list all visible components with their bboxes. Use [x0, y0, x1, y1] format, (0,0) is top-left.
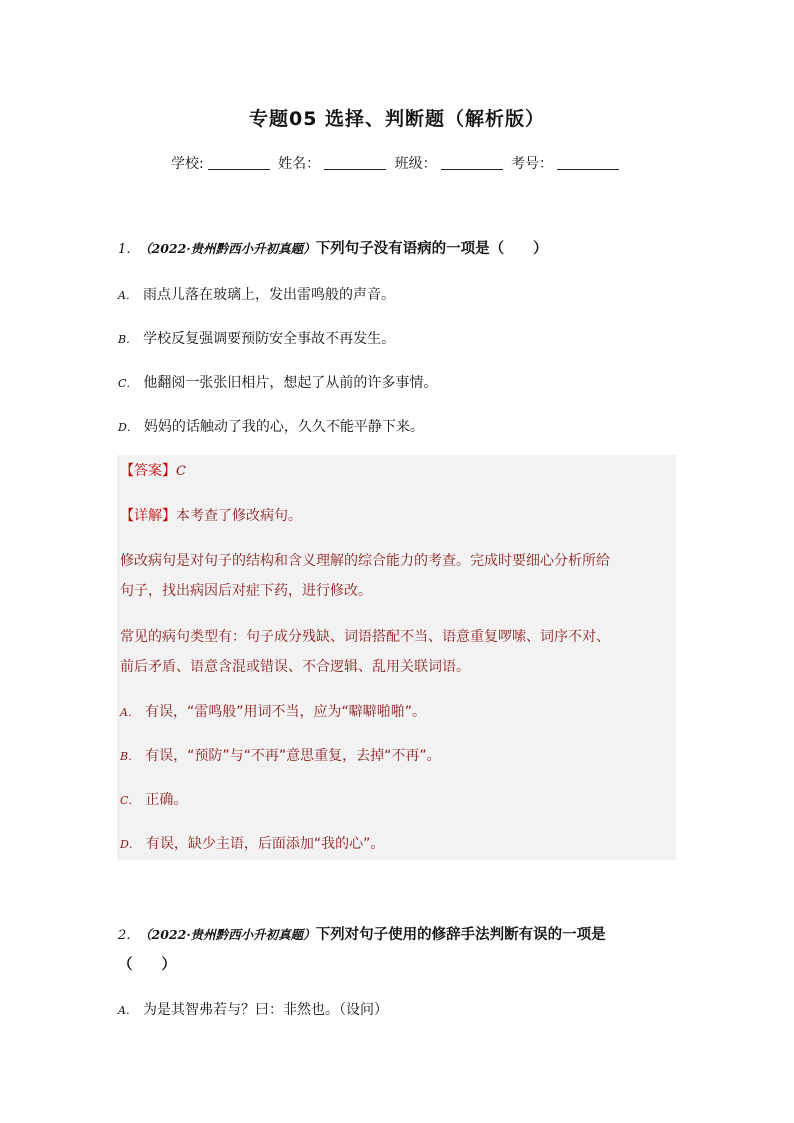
answer-line: [120, 456, 676, 487]
q1-option-d: [118, 417, 678, 438]
answer-tag: 【答案】: [120, 463, 176, 479]
analysis-text: 有误，“雷鸣般”用词不当，应为“噼噼啪啪”。: [144, 704, 426, 720]
option-text: 雨点儿落在玻璃上，发出雷鸣般的声音。: [142, 287, 395, 303]
question-source: （2022·贵州黔西小升初真题）: [145, 927, 316, 942]
option-letter: A．: [118, 289, 137, 302]
q2-option-a: [118, 1000, 678, 1021]
analysis-c: [120, 785, 676, 816]
q1-option-b: [118, 329, 678, 350]
analysis-text: 有误，缺少主语，后面添加“我的心”。: [145, 836, 385, 852]
option-letter: D．: [120, 838, 140, 851]
school-blank: [208, 155, 270, 170]
page-title: 专题05 选择、判断题（解析版）: [248, 108, 546, 130]
answer-value: C: [176, 464, 186, 479]
option-text: 为是其智弗若与？曰：非然也。（设问）: [142, 1002, 388, 1018]
school-label: 学校:: [170, 156, 204, 172]
question-2-stem: [118, 920, 678, 951]
class-blank: [441, 155, 503, 170]
name-blank: [324, 155, 386, 170]
explanation-paragraph-2-line-1: 常见的病句类型有：句子成分残缺、词语搭配不当、语意重复啰嗦、词序不对、: [120, 629, 610, 645]
detail-line: [120, 501, 676, 531]
question-1-stem: [118, 234, 678, 265]
q1-option-c: [118, 373, 678, 394]
option-letter: C．: [120, 794, 140, 807]
question-text: 下列对句子使用的修辞手法判断有误的一项是: [315, 927, 606, 943]
option-text: 学校反复强调要预防安全事故不再发生。: [143, 331, 396, 347]
option-letter: C．: [118, 377, 138, 390]
option-letter: B．: [120, 750, 140, 763]
analysis-text: 正确。: [145, 792, 188, 808]
question-number: 1．: [118, 242, 140, 257]
option-text: 他翻阅一张张旧相片，想起了从前的许多事情。: [143, 375, 438, 391]
explanation-paragraph-2-line-2: 前后矛盾、语意含混或错误、不合逻辑、乱用关联词语。: [120, 659, 470, 675]
option-letter: B．: [118, 333, 138, 346]
analysis-d: [120, 829, 676, 860]
explanation-paragraph-1-line-2: 句子，找出病因后对症下药，进行修改。: [120, 583, 372, 599]
detail-intro: 本考查了修改病句。: [176, 508, 302, 524]
q1-option-a: [118, 285, 678, 306]
question-number: 2．: [118, 928, 140, 943]
option-letter: A．: [120, 706, 139, 719]
question-text: 下列句子没有语病的一项是（ ）: [315, 241, 548, 257]
question-2-stem-tail: （ ）: [118, 957, 176, 973]
name-label: 姓名：: [278, 156, 321, 172]
analysis-text: 有误，“预防”与“不再”意思重复，去掉“不再”。: [145, 748, 441, 764]
class-label: 班级：: [394, 156, 437, 172]
option-letter: D．: [118, 421, 138, 434]
question-source: （2022·贵州黔西小升初真题）: [145, 241, 316, 256]
explanation-paragraph-1-line-1: 修改病句是对句子的结构和含义理解的综合能力的考查。完成时要细心分析所给: [120, 553, 610, 569]
student-info-line: [0, 153, 794, 173]
exam-number-blank: [557, 155, 619, 170]
detail-tag: 【详解】: [120, 508, 176, 524]
exam-number-label: 考号：: [511, 156, 554, 172]
option-letter: A．: [118, 1004, 137, 1017]
analysis-b: [120, 741, 676, 772]
analysis-a: [120, 697, 676, 728]
option-text: 妈妈的话触动了我的心，久久不能平静下来。: [143, 419, 424, 435]
